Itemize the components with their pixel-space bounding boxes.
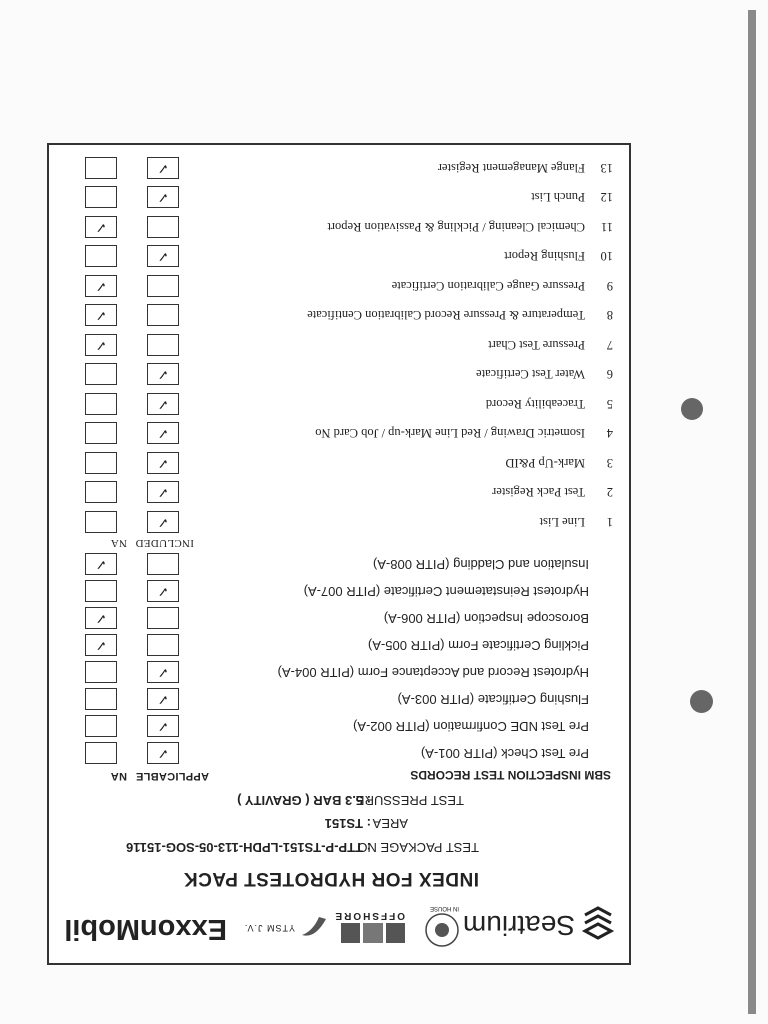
area-line bbox=[325, 816, 408, 831]
page-edge-shadow bbox=[748, 10, 756, 1014]
col-included-header: INCLUDED bbox=[135, 537, 194, 549]
section2-row-label: Isometric Drawing / Red Line Mark-up / Job Card No bbox=[315, 426, 585, 441]
na-checkbox[interactable] bbox=[85, 511, 117, 533]
section1-row-label: Hydrotest Reinstatement Certificate (PITR 007-A) bbox=[303, 584, 589, 599]
na-checkbox[interactable]: ✓ bbox=[85, 305, 117, 327]
applicable-checkbox[interactable]: ✓ bbox=[147, 715, 179, 737]
seal-label: IN HOUSE bbox=[429, 905, 459, 911]
punch-hole-bottom bbox=[690, 690, 713, 713]
ytsm-icon bbox=[299, 913, 329, 941]
section2-row-number: 5 bbox=[606, 397, 613, 411]
na-checkbox[interactable]: ✓ bbox=[85, 607, 117, 629]
na-checkbox[interactable] bbox=[85, 715, 117, 737]
section2-row-number: 11 bbox=[600, 220, 613, 234]
offshore-logo bbox=[333, 909, 409, 943]
na-checkbox[interactable]: ✓ bbox=[85, 216, 117, 238]
na-checkbox[interactable] bbox=[85, 661, 117, 683]
na-checkbox[interactable] bbox=[85, 187, 117, 209]
applicable-checkbox[interactable]: ✓ bbox=[147, 580, 179, 602]
section2-row-label: Pressure Gauge Calibration Certificate bbox=[391, 279, 585, 293]
section2-row-number: 2 bbox=[606, 485, 613, 500]
na-checkbox[interactable] bbox=[85, 157, 117, 179]
applicable-checkbox[interactable]: ✓ bbox=[147, 742, 179, 764]
section2-row-number: 6 bbox=[606, 367, 613, 382]
applicable-checkbox[interactable] bbox=[147, 607, 179, 629]
included-checkbox[interactable]: ✓ bbox=[147, 452, 179, 474]
na-checkbox[interactable] bbox=[85, 580, 117, 602]
offshore-label: OFFSHORE bbox=[333, 910, 405, 921]
col-na-header-2: NA bbox=[110, 537, 127, 549]
section2-row-label: Traceability Record bbox=[485, 397, 585, 411]
na-checkbox[interactable] bbox=[85, 742, 117, 764]
included-checkbox[interactable] bbox=[147, 334, 179, 356]
na-checkbox[interactable] bbox=[85, 482, 117, 504]
section2-row-number: 13 bbox=[600, 161, 613, 175]
na-checkbox[interactable] bbox=[85, 393, 117, 415]
applicable-checkbox[interactable] bbox=[147, 553, 179, 575]
page-title: INDEX FOR HYDROTEST PACK bbox=[183, 868, 479, 889]
test-pressure-line bbox=[237, 793, 464, 808]
na-checkbox[interactable] bbox=[85, 246, 117, 268]
na-checkbox[interactable] bbox=[85, 688, 117, 710]
test-package-label: TEST PACKAGE NO bbox=[357, 840, 479, 855]
punch-hole-top bbox=[681, 398, 703, 420]
test-package-line bbox=[126, 840, 479, 855]
seal-icon bbox=[423, 911, 461, 949]
na-checkbox[interactable] bbox=[85, 423, 117, 445]
na-checkbox[interactable] bbox=[85, 364, 117, 386]
section2-row-number: 10 bbox=[600, 249, 613, 264]
section2-row-number: 12 bbox=[600, 190, 613, 205]
included-checkbox[interactable]: ✓ bbox=[147, 364, 179, 386]
applicable-checkbox[interactable]: ✓ bbox=[147, 661, 179, 683]
section2-row-number: 7 bbox=[606, 338, 613, 352]
section2-row-label: Line List bbox=[539, 515, 585, 529]
section2-row-label: Punch List bbox=[531, 190, 585, 205]
included-checkbox[interactable]: ✓ bbox=[147, 511, 179, 533]
na-checkbox[interactable]: ✓ bbox=[85, 334, 117, 356]
included-checkbox[interactable]: ✓ bbox=[147, 423, 179, 445]
applicable-checkbox[interactable]: ✓ bbox=[147, 688, 179, 710]
section2-row-number: 3 bbox=[606, 456, 613, 470]
section2-row-label: Test Pack Register bbox=[492, 485, 585, 500]
applicable-checkbox[interactable] bbox=[147, 634, 179, 656]
area-label: AREA bbox=[372, 816, 408, 831]
test-pressure-value: : 5.3 BAR ( GRAVITY ) bbox=[237, 793, 371, 808]
document-page bbox=[47, 143, 631, 965]
section2-row-label: Flange Management Register bbox=[437, 161, 585, 175]
na-checkbox[interactable]: ✓ bbox=[85, 634, 117, 656]
section2-row-label: Temperature & Pressure Record Calibration Centificate bbox=[307, 308, 585, 323]
inhouse-seal-logo bbox=[423, 905, 461, 949]
sembcorp-wordmark: Seatrium bbox=[462, 910, 575, 941]
included-checkbox[interactable]: ✓ bbox=[147, 157, 179, 179]
section2-row-label: Mark-Up P&ID bbox=[505, 456, 585, 470]
included-checkbox[interactable]: ✓ bbox=[147, 246, 179, 268]
exxonmobil-logo: ExxonMobil bbox=[64, 913, 227, 945]
section2-row-label: Flushing Report bbox=[504, 249, 585, 264]
offshore-blocks bbox=[341, 923, 405, 943]
section1-row-label: Pre Test Check (PITR 001-A) bbox=[420, 746, 589, 761]
included-checkbox[interactable]: ✓ bbox=[147, 187, 179, 209]
included-checkbox[interactable] bbox=[147, 216, 179, 238]
col-applicable-header: APPLICABLE bbox=[135, 770, 209, 782]
included-checkbox[interactable] bbox=[147, 275, 179, 297]
section2-row-number: 4 bbox=[606, 426, 613, 441]
section1-row-label: Insulation and Cladding (PITR 008-A) bbox=[372, 557, 589, 572]
na-checkbox[interactable]: ✓ bbox=[85, 275, 117, 297]
area-value: : TS151 bbox=[324, 816, 371, 831]
section2-row-label: Chemical Cleaning / Pickling & Passivation Report bbox=[327, 220, 585, 234]
sembcorp-icon bbox=[581, 905, 615, 941]
section1-row-label: Pickling Certificate Form (PITR 005-A) bbox=[367, 638, 589, 653]
na-checkbox[interactable] bbox=[85, 452, 117, 474]
section2-row-number: 9 bbox=[606, 279, 613, 293]
section1-title: SBM INSPECTION TEST RECORDS bbox=[410, 768, 611, 782]
included-checkbox[interactable]: ✓ bbox=[147, 482, 179, 504]
included-checkbox[interactable] bbox=[147, 305, 179, 327]
section2-row-label: Pressure Test Chart bbox=[488, 338, 585, 352]
section1-row-label: Hydrotest Record and Acceptance Form (PITR 004-A) bbox=[277, 665, 589, 680]
section2-row-number: 8 bbox=[606, 308, 613, 323]
col-na-header-1: NA bbox=[110, 770, 127, 782]
section2-row-label: Water Test Certificate bbox=[476, 367, 585, 382]
test-pressure-label: TEST PRESSURE bbox=[355, 793, 464, 808]
ytsm-label: YTSM J.V. bbox=[243, 923, 295, 933]
test-package-value: : TTP-P-TS151-LPDH-113-05-SOG-15116 bbox=[126, 840, 371, 855]
section1-row-label: Flushing Certificate (PITR 003-A) bbox=[397, 692, 589, 707]
section2-row-number: 1 bbox=[606, 515, 613, 529]
included-checkbox[interactable]: ✓ bbox=[147, 393, 179, 415]
section1-row-label: Pre Test NDE Confirmation (PITR 002-A) bbox=[353, 719, 589, 734]
document-content-rotated bbox=[49, 145, 629, 963]
section1-row-label: Boroscope Inspection (PITR 006-A) bbox=[383, 611, 589, 626]
na-checkbox[interactable]: ✓ bbox=[85, 553, 117, 575]
